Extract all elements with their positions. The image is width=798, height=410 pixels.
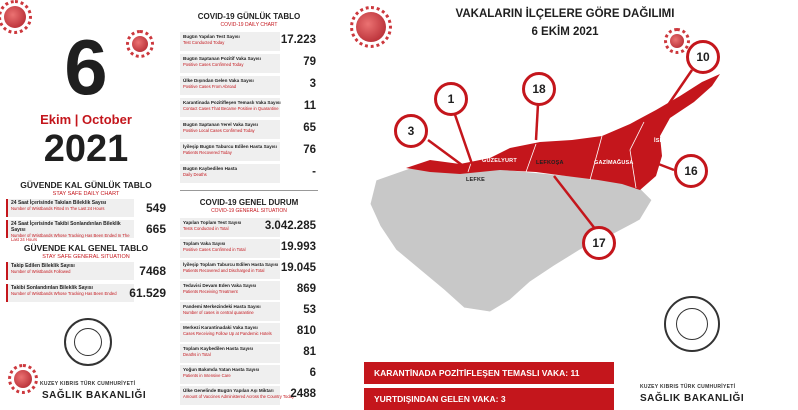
state-emblem-icon (64, 318, 112, 366)
banner-quarantine-cases: KARANTİNADA POZİTİFLEŞEN TEMASLI VAKA: 11 (364, 362, 614, 384)
row-value: 11 (303, 100, 316, 112)
section-divider (180, 190, 318, 191)
district-label-lefkosa: LEFKOŞA (536, 160, 564, 166)
state-emblem-icon (664, 296, 720, 352)
district-label-gazimagusa: GAZİMAĞUSA (594, 160, 634, 166)
district-case-bubble: 18 (522, 72, 556, 106)
district-label-guzelyurt: GÜZELYURT (482, 158, 517, 164)
virus-icon (14, 370, 32, 388)
banner-abroad-cases: YURTDIŞINDAN GELEN VAKA: 3 (364, 388, 614, 410)
covid-general-row: Pandemi Merkezindeki Hasta Sayısı Number of cases in central quarantine 53 (180, 302, 318, 321)
covid-daily-row: Bugün Yapılan Test Sayısı Test Conducted Today 17.223 (180, 32, 318, 51)
covid-daily-subtitle: COVID-19 DAILY CHART (220, 22, 278, 28)
row-value: 81 (303, 346, 316, 358)
covid-general-row: Toplam Vaka Sayısı Positive Cases Confirmed in Total 19.993 (180, 239, 318, 258)
row-value: 3 (309, 78, 316, 90)
row-value: 79 (303, 56, 316, 68)
covid-general-row: Ülke Genelinde Bugün Yapılan Aşı Miktarı Amount of Vaccines Administered Across the Country Today 2488 (180, 386, 318, 405)
district-label-iskele: İSKELE (654, 138, 676, 144)
row-value: 869 (296, 283, 316, 295)
row-value: 19.045 (280, 262, 316, 274)
district-label-lefke: LEFKE (466, 177, 486, 183)
covid-general-row: Merkezi Karantinadaki Vaka Sayısı Cases Receiving Follow Up at Pandemic Hotels 810 (180, 323, 318, 342)
covid-general-title: COVID-19 GENEL DURUM (199, 198, 299, 207)
map-title: VAKALARIN İLÇELERE GÖRE DAĞILIMI (455, 8, 675, 20)
date-month: Ekim | October (40, 112, 132, 127)
row-value: 810 (296, 325, 316, 337)
covid-daily-row: İyileşip Bugün Taburcu Edilen Hasta Sayısı Patients Recovered Today 76 (180, 142, 318, 161)
row-value: 665 (145, 222, 166, 236)
row-value: 53 (303, 304, 316, 316)
ministry-name-line2: SAĞLIK BAKANLIĞI (640, 393, 745, 404)
covid-daily-title: COVID-19 GÜNLÜK TABLO (197, 12, 301, 21)
row-value: 549 (145, 201, 166, 215)
covid-general-row: Yapılan Toplam Test Sayısı Tests Conducted in Total 3.042.285 (180, 218, 318, 237)
covid-daily-row: Ülke Dışından Gelen Vaka Sayısı Positive Cases From Abroad 3 (180, 76, 318, 95)
row-value: 7468 (139, 264, 166, 278)
virus-icon (4, 6, 26, 28)
date-year: 2021 (43, 128, 129, 170)
covid-general-row: Tedavisi Devam Eden Vaka Sayısı Patients Receiving Treatment 869 (180, 281, 318, 300)
stay-safe-general-subtitle: STAY SAFE GENERAL SITUATION (42, 254, 130, 260)
stay-safe-daily-row: 24 Saat İçerisinde Takılan Bileklik Sayısı Number of Wristbands Fitted In The Last 24 Hours 549 (6, 199, 166, 217)
row-value: 6 (309, 367, 316, 379)
ministry-name-line2: SAĞLIK BAKANLIĞI (42, 390, 147, 401)
left-column (0, 0, 172, 410)
row-value: 3.042.285 (264, 220, 316, 232)
covid-daily-row: Bugün Kaybedilen Hasta Daily Deaths - (180, 164, 318, 183)
covid-daily-row: Bugün Saptanan Pozitif Vaka Sayısı Positive Cases Confirmed Today 79 (180, 54, 318, 73)
district-case-bubble: 10 (686, 40, 720, 74)
district-case-bubble: 1 (434, 82, 468, 116)
cyprus-map (340, 0, 798, 410)
covid-daily-row: Bugün Saptanan Yerel Vaka Sayısı Positive Local Cases Confirmed Today 65 (180, 120, 318, 139)
covid-general-row: İyileşip Toplam Taburcu Edilen Hasta Sayısı Patients Recovered and Discharged in Total 19.045 (180, 260, 318, 279)
covid-general-subtitle: COVID-19 GENERAL SITUATION (211, 208, 287, 214)
date-day: 6 (64, 23, 108, 111)
stay-safe-daily-row: 24 Saat İçerisinde Takibi Sonlandırılan Bileklik Sayısı Number of Wristbands Whose Tracking Has Been Ended In The Last 24 Hours 665 (6, 220, 166, 238)
stay-safe-general-title: GÜVENDE KAL GENEL TABLO (23, 243, 149, 253)
district-case-bubble: 16 (674, 154, 708, 188)
map-date: 6 EKİM 2021 (531, 26, 599, 38)
stay-safe-daily-subtitle: STAY SAFE DAILY CHART (52, 191, 120, 197)
stay-safe-general-row: Takip Edilen Bileklik Sayısı Number of Wristbands Followed 7468 (6, 262, 166, 280)
row-value: 2488 (290, 388, 316, 400)
ministry-name-line1: KUZEY KIBRIS TÜRK CUMHURİYETİ (640, 384, 736, 390)
row-value: 65 (303, 122, 316, 134)
district-label-girne: GİRNE (514, 138, 533, 144)
row-value: - (312, 166, 316, 178)
ministry-name-line1: KUZEY KIBRIS TÜRK CUMHURİYETİ (40, 381, 136, 387)
covid-daily-row: Karantinada Pozitifleşen Temaslı Vaka Sayısı Contact Cases That Became Positive in Quarantine 11 (180, 98, 318, 117)
stay-safe-general-row: Takibi Sonlandırılan Bileklik Sayısı Number of Wristbands Whose Tracking Has Been Ended 61.529 (6, 284, 166, 302)
district-case-bubble: 17 (582, 226, 616, 260)
row-value: 19.993 (280, 241, 316, 253)
row-value: 17.223 (280, 34, 316, 46)
district-case-bubble: 3 (394, 114, 428, 148)
row-value: 76 (303, 144, 316, 156)
map-panel (340, 0, 798, 410)
stay-safe-daily-title: GÜVENDE KAL GÜNLÜK TABLO (20, 180, 152, 190)
covid-general-row: Yoğun Bakımda Yatan Hasta Sayısı Patients in Intensive Care 6 (180, 365, 318, 384)
middle-column (176, 0, 322, 410)
row-value: 61.529 (129, 286, 166, 300)
covid-general-row: Toplam Kaybedilen Hasta Sayısı Deaths in Total 81 (180, 344, 318, 363)
